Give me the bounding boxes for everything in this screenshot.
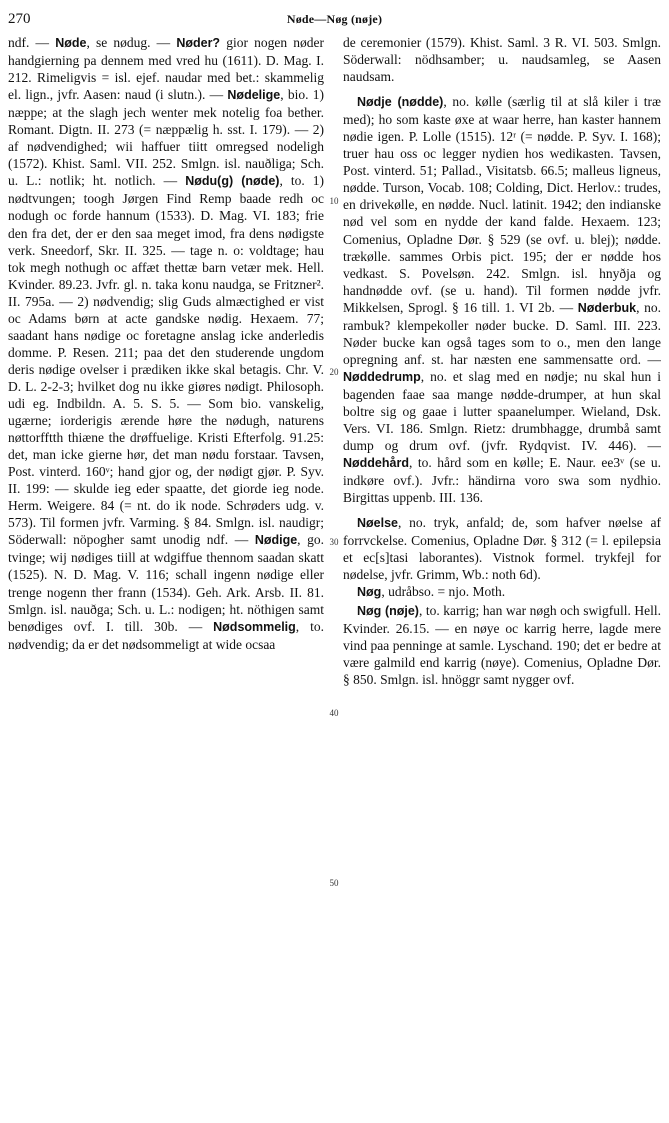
headword: Nødje (nødde)	[357, 95, 444, 110]
margin-line-number: 50	[329, 878, 339, 889]
margin-line-number: 40	[329, 707, 339, 718]
left-column	[8, 34, 324, 1114]
entry-paragraph	[343, 583, 661, 601]
page-number: 270	[8, 10, 31, 27]
entry-text: gior nogen nøder handgierning pa dennem med vred hu (1611). D. Mag. I. 212. Rimeligvis = isl. ejef. naudar med bet.: skammelig el. lign., jvfr. Aasen: naud (i slutn.). —	[8, 35, 324, 103]
entry-text: , se nødug. —	[86, 35, 177, 50]
headword: Nøelse	[357, 516, 398, 531]
entry-text: , go. tvinge; wij nødiges tiill at wdgiffue thennom saadan skatt (1525). N. D. Mag. V. 116; schall ingenn nødige eller trenge nogenn ther frann (1534). Geh. Ark. Arsb. II. 81. Smlgn. isl. nauðga; Sch. u. L.: nodigen; ht. nöthigen samt benødiges ovf. I. till. 30b. —	[8, 532, 324, 634]
entry-text: , to. karrig; han war nøgh och swigfull. Hell. Kvinder. 26.15. — en nøye oc karrig herre, lagde mere vind paa penninge at samle. Lyschand. 190; det er bedre at være galmild end karrig (nøye). Comenius, Opladne Dør. § 850. Smlgn. isl. hnöggr samt nygger ovf.	[343, 602, 661, 687]
headword: Nøddedrump	[343, 369, 421, 384]
entry-paragraph	[8, 34, 324, 653]
page-header	[8, 6, 661, 32]
entry-paragraph	[343, 514, 661, 583]
entry-text: , to. 1) nødtvungen; toogh Jørgen Find Remp baade redh oc nodugh oc forde hannum (1533). D. Mag. VI. 183; frie den fra det, der er den saa meget imod, fra dens nødigste verk. Sneedorf, Skr. II. 325. — tage n. o: voldtage; hau tok megh nothugh oc affæt thettæ barn vetær mek. Hell. Kvinder. 89.23. Jvfr. gl. n. taka konu naudga, se Fritzner². II. 795a. — 2) nødvendig; slig Guds almæctighed er vist oc Adams børn at acte gandske nødig. Hexaem. 77; saadant hans nødige oc foretagne anslag icke anderledis domme. P. Resen. 211; paa det den studerende ungdom deris nødige ovelser i prædiken ikke skal betagis. Chr. V. D. L. 2-2-3; hvilket dog nu ikke giøres nødigt. Philosoph. udi eg. Indbildn. A. 5. S. 5. — Som bio. vanskelig, ugærne; iorderigis ærende høre the nødugh, naturens nøttorfftth thiæne the drøffuelige. Kristi Efterfolg. 91.25: det, man icke gierne hør, det man nødu forstaar. Tavsen, Post. vinterd. 160ᵛ; hand gjor og, der nødigt gjør. P. Syv. II. 199: — skulde ieg eder spaatte, det giorde ieg node. Herm. Weigere. 84 (= nt. do ik node. Schrøders udg. v. 573). Til formen jvfr. Varming. § 84. Smlgn. isl. naudigr; Söderwall: nöpogher samt unodig ndf. —	[8, 173, 324, 548]
entry-paragraph	[343, 34, 661, 85]
entry-text: , no. tryk, anfald; de, som hafver nøelse af forrvckelse. Comenius, Opladne Dør. § 312 (= l. epilepsia et ec[s]tasi laborantes). Vistnok formel. trykfejl for nødelse, jvfr. Grimm, Wb.: noth 6d).	[343, 515, 661, 583]
headword: Nøddehård	[343, 456, 409, 471]
headword: Nøde	[55, 36, 87, 50]
entry-paragraph	[343, 602, 661, 688]
headword: Nødsommelig	[213, 619, 296, 634]
entry-text: , udråbso. = njo. Moth.	[381, 584, 506, 600]
margin-line-number: 30	[329, 537, 339, 548]
entry-text: ndf. —	[8, 35, 56, 50]
margin-line-number: 10	[329, 196, 339, 207]
entry-gap	[343, 85, 661, 93]
headword: Nøderbuk	[577, 300, 637, 315]
right-column	[343, 34, 661, 1114]
entry-paragraph	[343, 93, 661, 506]
headword: Nødu(g) (nøde)	[185, 174, 280, 189]
entry-text: , no. kølle (særlig til at slå kiler i træ med); ho som kaste øxe at waar herre, han kaster hannem nødie igen. P. Lolle (1515). 12ʳ (= nødde. P. Syv. I. 168); truer hau oss oc legger nydien hos wedikasten. Tavsen, Post. vinterd. 51; Pallad., Visitatsb. 66.5; malleus ligneus, nødde. Turson, Vocab. 108; Colding, Dict. Herlov.: trudes, en drivekølle, en nødde. Nucl. latinit. 1942; den indianske nød vel som en nydde der kand falde. Hexaem. 123; Comenius, Opladne Dør. § 529 (se ovf. u. blej); nødde. trækølle. sammes Orbis pict. 195; der er nødde hos vedkast. S. Povelsøn. 242. Smlgn. isl. hnyðja og handnødde ovf. (se u. hand). Til formen nødde jvfr. Mikkelsen, Sprogl. § 16 till. 1. VI 2b. —	[343, 94, 661, 315]
margin-line-numbers	[325, 34, 343, 1114]
headword: Nødelige	[227, 88, 281, 103]
headword: Nøg	[357, 585, 382, 600]
entry-text: , bio. 1) næppe; at the slagh jech wenter mek notelig foa bether. Romant. Digtn. II. 273 (= næppælig h. sst. I. 179). — 2) af nødvendighed; wii haffuer tiitt omregsed nodeligh (1572). Khist. Saml. VII. 252. Smlgn. isl. nauðliga; Sch. u. L.: notlik; ht. notlich. —	[8, 87, 324, 189]
headword: Nødige	[254, 533, 298, 548]
entry-gap	[343, 506, 661, 514]
entry-text: , no. et slag med en nødje; nu skal hun i bagenden faae saa mange nødde-drumper, at hun skal boltre sig og gaae i lutter spaanelumper. Wieland, Dsk. Vers. VI. 186. Smlgn. Rietz: drumbhagge, drumbå samt dump og drum ovf. (jvfr. Rydqvist. IV. 446). —	[343, 368, 661, 454]
entry-text: de ceremonier (1579). Khist. Saml. 3 R. VI. 503. Smlgn. Söderwall: nödhsamber; u. naudsamleg, se Aasen naudsam.	[343, 35, 661, 85]
entry-text: , to. nødvendig; da er det nødsommeligt at wide ocsaa	[8, 618, 324, 652]
entry-text: , no. rambuk? klempekoller nøder bucke. D. Saml. III. 223. Nøder bucke kan også tages som to o., men den lange opregning anf. st. har næsten ene sammensatte ord. —	[343, 299, 661, 367]
entry-text: , to. hård som en kølle; E. Naur. ee3ᵛ (se u. indkøre ovf.). Jvfr.: händirna voro swa som nydhio. Birgittas uppenb. III. 136.	[343, 455, 661, 506]
headword: Nøder?	[176, 36, 221, 50]
margin-line-number: 20	[329, 366, 339, 377]
running-head: Nøde—Nøg (nøje)	[286, 11, 383, 26]
headword: Nøg (nøje)	[357, 603, 419, 618]
